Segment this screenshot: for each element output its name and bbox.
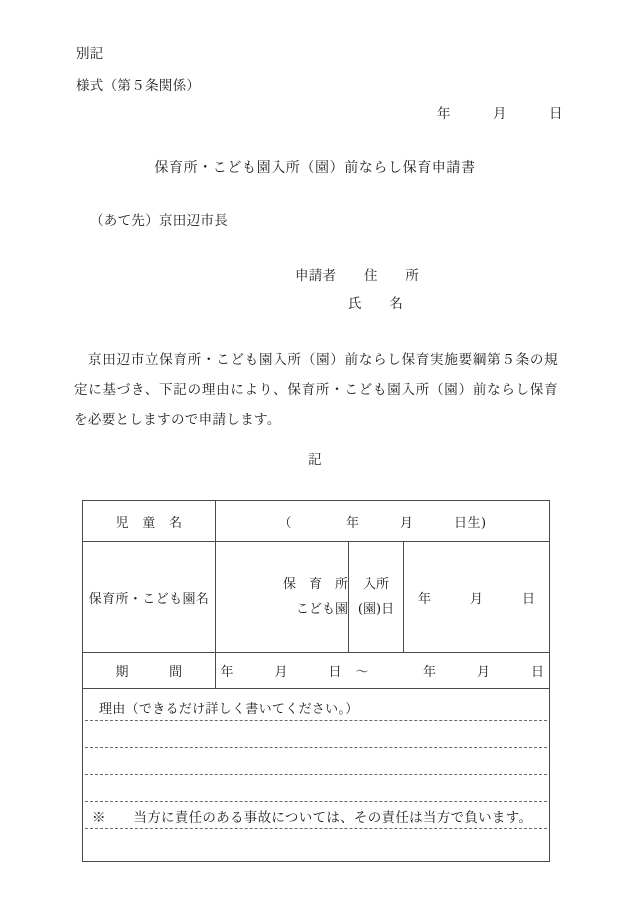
form-style-label: 様式（第５条関係）	[76, 78, 201, 94]
facility-name-label: 保育所・こども園名	[83, 542, 216, 653]
facility-type-choice[interactable]	[216, 542, 349, 653]
body-paragraph: 京田辺市立保育所・こども園入所（園）前ならし保育実施要綱第５条の規定に基づき、下記の理由により、保育所・こども園入所（園）前ならし保育を必要としますので申請します。	[74, 352, 558, 428]
table-row-facility	[83, 542, 550, 653]
reason-rule-line	[85, 801, 547, 802]
applicant-name-line: 氏 名	[348, 296, 404, 312]
child-birthdate-field[interactable]: （ 年 月 日生)	[216, 501, 550, 542]
period-field[interactable]: 年 月 日 〜 年 月 日	[216, 653, 550, 689]
applicant-address-line: 申請者 住 所	[295, 268, 420, 284]
entry-date-label-line1: 入所	[362, 577, 389, 592]
submission-date-line: 年 月 日	[437, 106, 563, 122]
reason-label: 理由（できるだけ詳しく書いてください。）	[99, 702, 359, 717]
reason-rule-line	[85, 720, 547, 721]
reason-rule-line	[85, 774, 547, 775]
table-row-child-name	[83, 501, 550, 542]
child-name-label: 児 童 名	[83, 501, 216, 542]
page-title: 保育所・こども園入所（園）前ならし保育申請書	[154, 160, 476, 176]
facility-type-hoikusho[interactable]: 保 育 所	[282, 577, 348, 592]
entry-date-label-line2: (園)日	[357, 602, 395, 617]
table-row-period	[83, 653, 550, 689]
entry-date-label	[349, 542, 404, 653]
reason-field[interactable]	[83, 689, 550, 862]
addressee-line: （あて先）京田辺市長	[90, 213, 228, 229]
facility-type-kodomoen[interactable]: こども園	[295, 602, 348, 617]
footnote-liability: ※ 当方に責任のある事故については、その責任は当方で負います。	[92, 810, 533, 826]
ki-marker: 記	[308, 452, 322, 468]
reason-rule-line	[85, 747, 547, 748]
period-label: 期 間	[83, 653, 216, 689]
entry-date-field[interactable]: 年 月 日	[404, 542, 550, 653]
reason-rule-line	[85, 828, 547, 829]
form-appendix-label: 別記	[76, 46, 104, 62]
table-row-reason	[83, 689, 550, 862]
